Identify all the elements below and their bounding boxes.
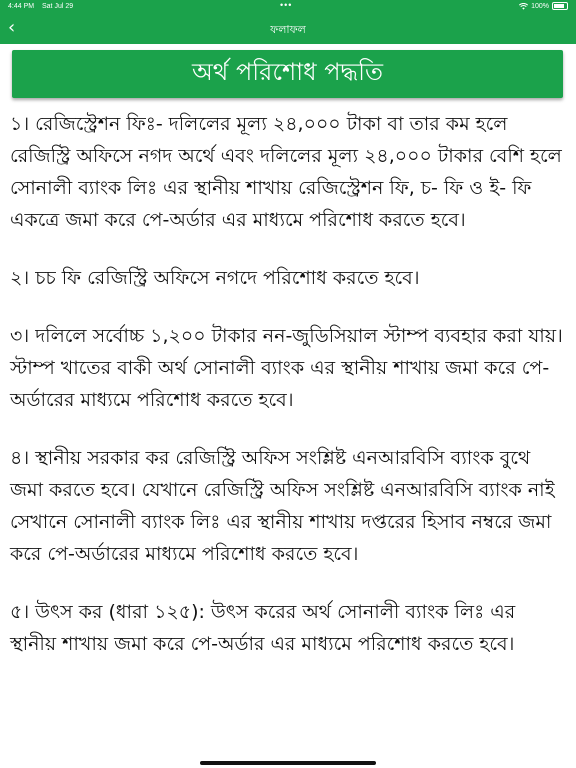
paragraph-registration-fee: ১। রেজিস্ট্রেশন ফিঃ- দলিলের মূল্য ২৪,০০০ টাকা বা তার কম হলে রেজিস্ট্রি অফিসে নগদ অর্থে এবং দলিলের মূল্য ২৪,০০০ টাকার বেশি হলে সোনালী ব্যাংক লিঃ এর স্থানীয় শাখায় রেজিস্ট্রেশন ফি, চ- ফি ও ই- ফি একত্রে জমা করে পে-অর্ডার এর মাধ্যমে পরিশোধ করতে হবে। <box>10 113 562 231</box>
battery-percent: 100% <box>531 2 549 10</box>
navigation-bar <box>0 14 576 44</box>
multitasking-dots-icon[interactable]: ••• <box>280 0 293 10</box>
section-heading-text: অর্থ পরিশোধ পদ্ধতি <box>192 58 383 86</box>
wifi-icon <box>519 3 528 10</box>
section-heading <box>12 50 563 98</box>
status-date: Sat Jul 29 <box>42 3 74 10</box>
status-right <box>519 2 568 10</box>
battery-icon <box>552 2 568 10</box>
paragraph-stamp: ৩। দলিলে সর্বোচ্চ ১,২০০ টাকার নন-জুডিসিয়াল স্টাম্প ব্যবহার করা যায়। স্টাম্প খাতের বাকী অর্থ সোনালী ব্যাংক এর স্থানীয় শাখায় জমা করে পে-অর্ডারের মাধ্যমে পরিশোধ করতে হবে। <box>10 325 563 411</box>
paragraph-nn-fee: ২। চচ ফি রেজিস্ট্রি অফিসে নগদে পরিশোধ করতে হবে। <box>10 267 420 289</box>
status-bar <box>0 0 576 14</box>
home-indicator[interactable] <box>200 761 376 765</box>
nav-title: ফলাফল <box>270 23 306 36</box>
status-time: 4:44 PM <box>8 3 35 10</box>
paragraph-local-tax: ৪। স্থানীয় সরকার কর রেজিস্ট্রি অফিস সংশ্লিষ্ট এনআরবিসি ব্যাংক বুথে জমা করতে হবে। যেখানে রেজিস্ট্রি অফিস সংশ্লিষ্ট এনআরবিসি ব্যাংক নাই সেখানে সোনালী ব্যাংক লিঃ এর স্থানীয় শাখায় দপ্তরের হিসাব নম্বরে জমা করে পে-অর্ডারের মাধ্যমে পরিশোধ করতে হবে। <box>10 447 555 565</box>
paragraph-source-tax: ৫। উৎস কর (ধারা ১২৫): উৎস করের অর্থ সোনালী ব্যাংক লিঃ এর স্থানীয় শাখায় জমা করে পে-অর্ডার এর মাধ্যমে পরিশোধ করতে হবে। <box>10 601 516 655</box>
content-body <box>10 108 566 686</box>
chevron-left-icon[interactable]: ‹ <box>8 17 16 38</box>
